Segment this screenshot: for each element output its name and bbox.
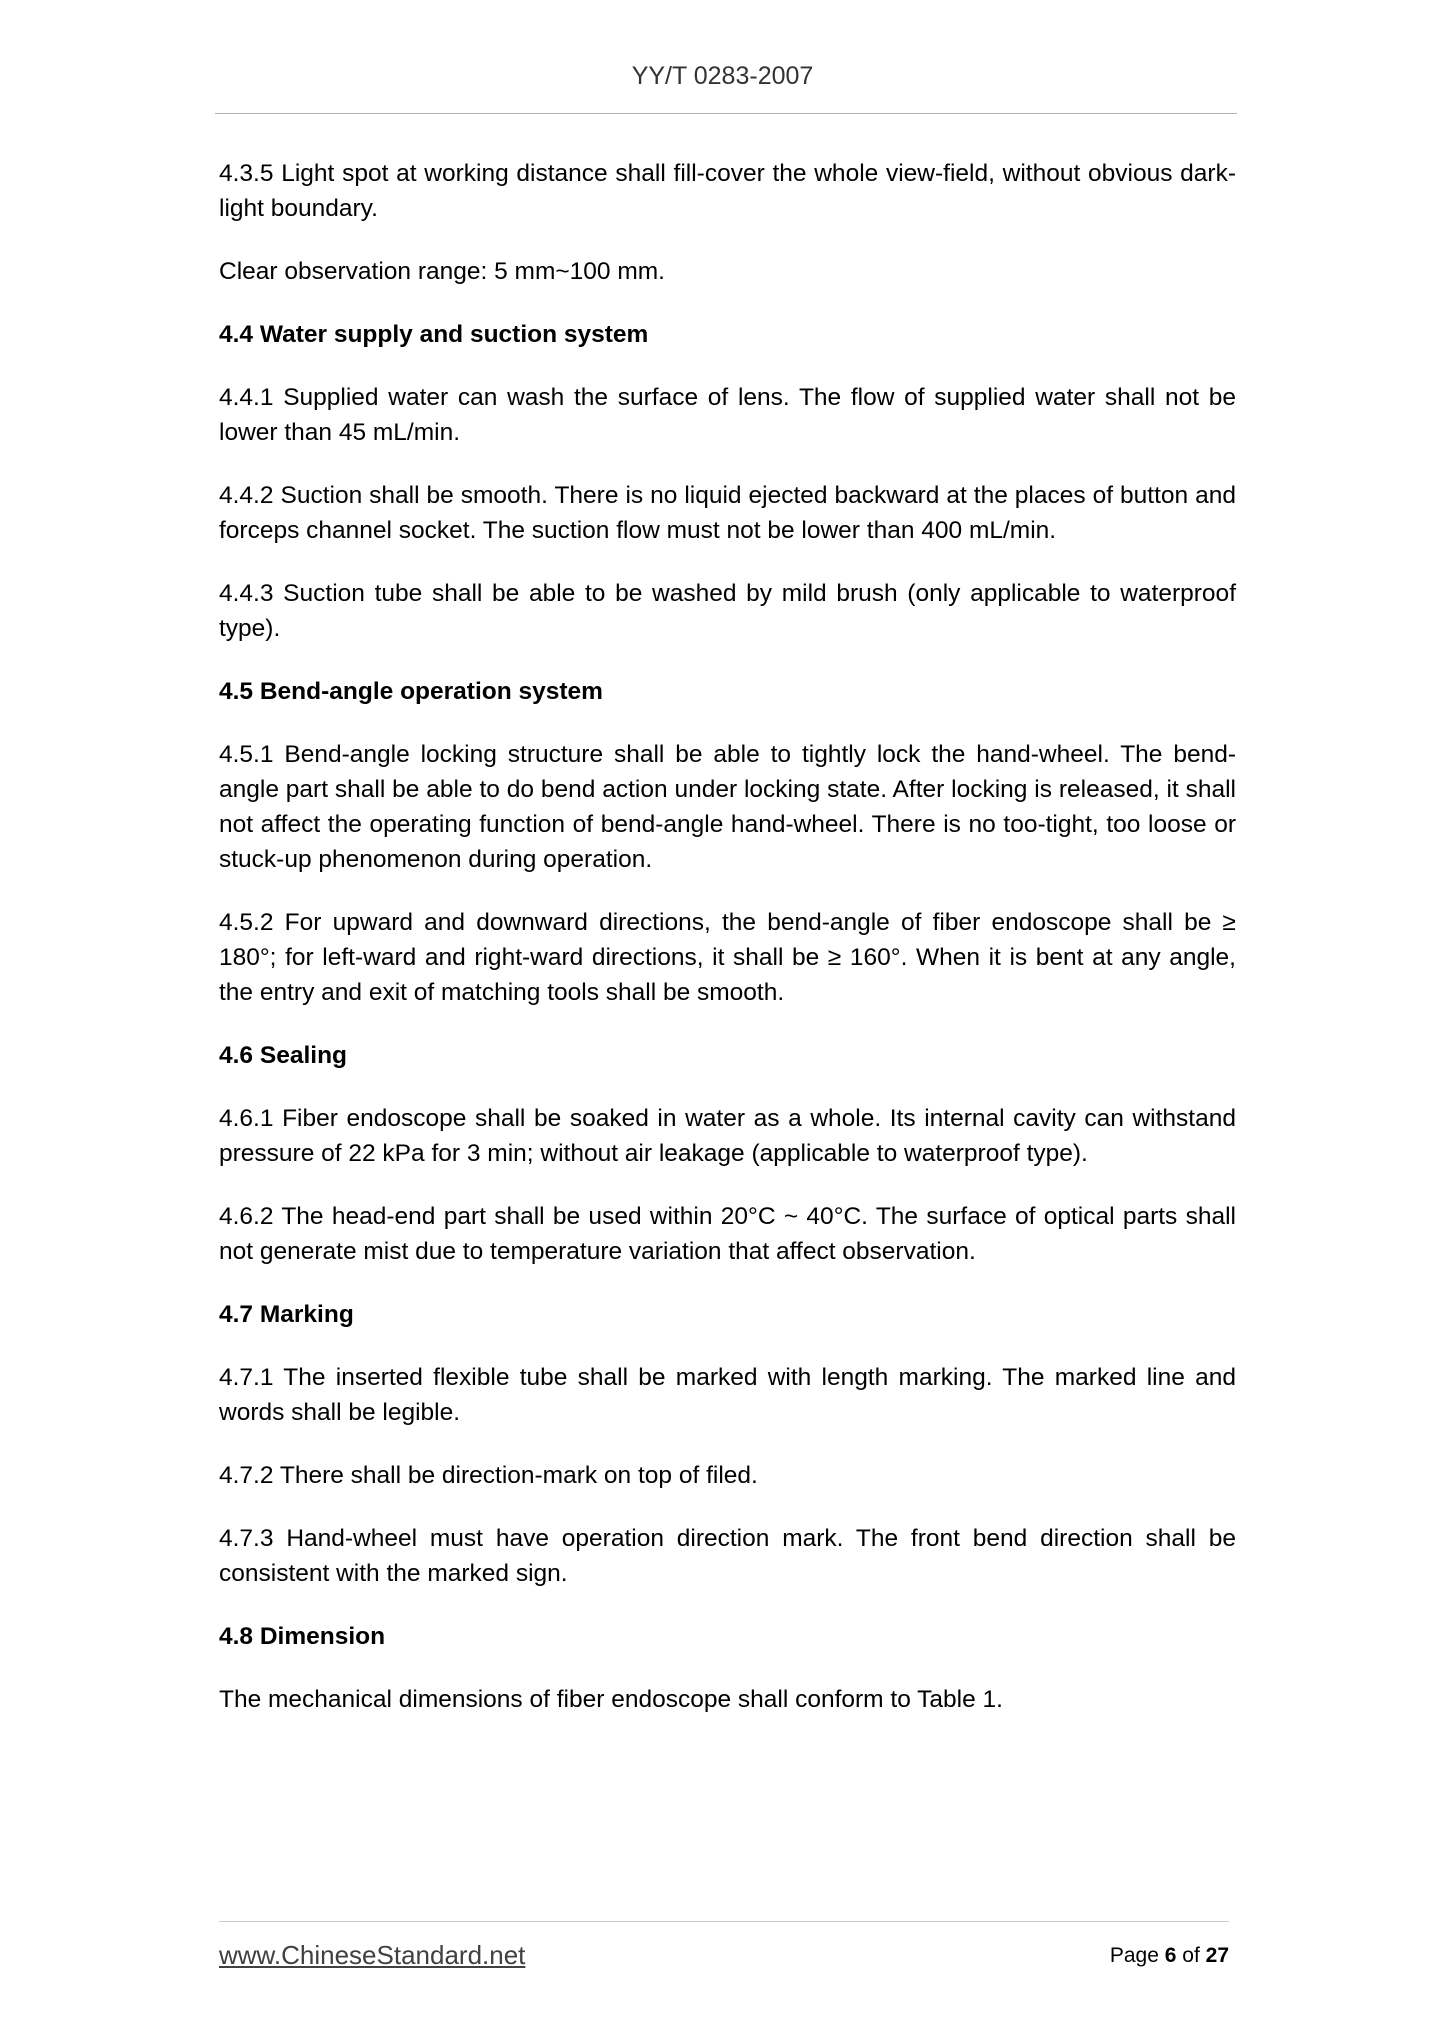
clause-4-5-1: 4.5.1 Bend-angle locking structure shall be able to tightly lock the hand-wheel. The bend-angle part shall be able to do bend action under locking state. After locking is released, it shall not affect the operating function of bend-angle hand-wheel. There is no too-tight, too loose or stuck-up phenomenon during operation. xyxy=(219,741,1236,873)
website-link[interactable]: www.ChineseStandard.net xyxy=(219,1940,526,1970)
clause-4-4-2: 4.4.2 Suction shall be smooth. There is no liquid ejected backward at the places of button and forceps channel socket. The suction flow must not be lower than 400 mL/min. xyxy=(219,482,1236,544)
clause-4-7-2: 4.7.2 There shall be direction-mark on top of filed. xyxy=(219,1462,758,1489)
section-heading-4-7: 4.7 Marking xyxy=(219,1301,354,1328)
section-heading-4-8: 4.8 Dimension xyxy=(219,1623,386,1650)
footer-divider xyxy=(219,1921,1229,1922)
clause-4-3-5: 4.3.5 Light spot at working distance shall fill-cover the whole view-field, without obvious dark-light boundary. xyxy=(219,160,1236,222)
clause-4-4-3: 4.4.3 Suction tube shall be able to be washed by mild brush (only applicable to waterproof type). xyxy=(219,580,1236,642)
page-header-standard-code: YY/T 0283-2007 xyxy=(631,62,814,90)
clause-4-7-1: 4.7.1 The inserted flexible tube shall be marked with length marking. The marked line and words shall be legible. xyxy=(219,1364,1236,1426)
clause-4-5-2: 4.5.2 For upward and downward directions, the bend-angle of fiber endoscope shall be ≥ 180°; for left-ward and right-ward directions, it shall be ≥ 160°. When it is bent at any angle, the entry and exit of matching tools shall be smooth. xyxy=(219,909,1236,1006)
document-body xyxy=(219,156,1236,1745)
clause-4-8: The mechanical dimensions of fiber endoscope shall conform to Table 1. xyxy=(219,1686,1003,1713)
page-of: of xyxy=(1182,1944,1200,1967)
observation-range-text: Clear observation range: 5 mm~100 mm. xyxy=(219,258,665,285)
clause-4-6-1: 4.6.1 Fiber endoscope shall be soaked in water as a whole. Its internal cavity can withstand pressure of 22 kPa for 3 min; without air leakage (applicable to waterproof type). xyxy=(219,1105,1236,1167)
section-heading-4-5: 4.5 Bend-angle operation system xyxy=(219,678,603,705)
section-heading-4-4: 4.4 Water supply and suction system xyxy=(219,321,649,348)
section-heading-4-6: 4.6 Sealing xyxy=(219,1042,348,1069)
clause-4-7-3: 4.7.3 Hand-wheel must have operation direction mark. The front bend direction shall be consistent with the marked sign. xyxy=(219,1525,1236,1587)
header-divider xyxy=(215,113,1237,114)
page-prefix: Page xyxy=(1109,1944,1159,1967)
clause-4-6-2: 4.6.2 The head-end part shall be used within 20°C ~ 40°C. The surface of optical parts shall not generate mist due to temperature variation that affect observation. xyxy=(219,1203,1236,1265)
clause-4-4-1: 4.4.1 Supplied water can wash the surface of lens. The flow of supplied water shall not be lower than 45 mL/min. xyxy=(219,384,1236,446)
page-current: 6 xyxy=(1164,1944,1177,1967)
page-total: 27 xyxy=(1205,1944,1229,1967)
page-number xyxy=(1110,1944,1229,1968)
